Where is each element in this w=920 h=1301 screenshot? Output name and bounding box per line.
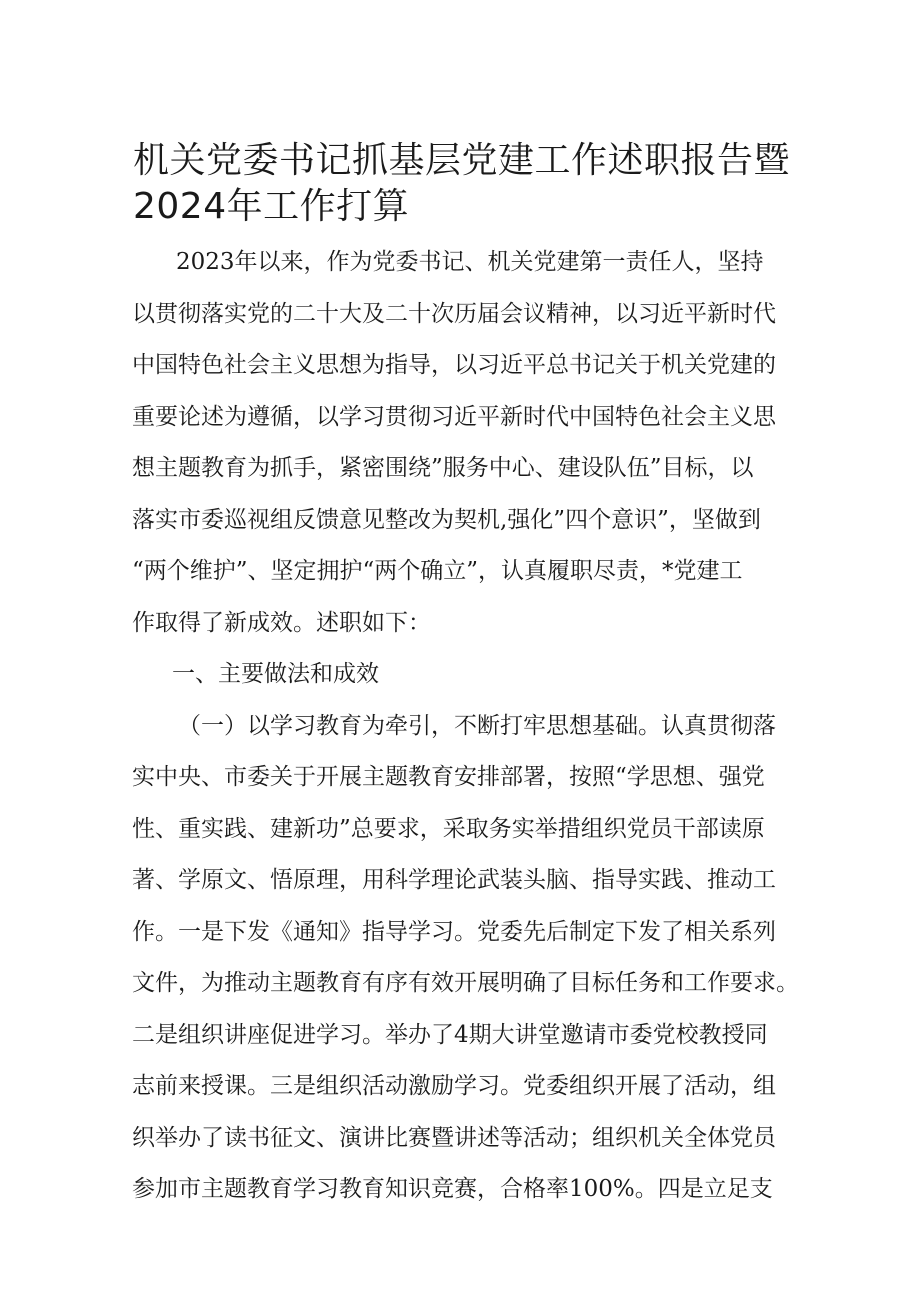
section-heading: 一、主要做法和成效 [172, 661, 379, 687]
paragraph-line: 志前来授课。三是组织活动激励学习。党委组织开展了活动，组 [132, 1073, 776, 1099]
paragraph-line: 以贯彻落实党的二十大及二十次历届会议精神，以习近平新时代 [132, 300, 776, 327]
paragraph-line: 中国特色社会主义思想为指导，以习近平总书记关于机关党建的 [132, 352, 776, 378]
paragraph-line: 性、重实践、建新功”总要求，采取务实举措组织党员干部读原 [132, 815, 765, 842]
paragraph-line: 想主题教育为抓手，紧密围绕”服务中心、建设队伍”目标，以 [132, 455, 754, 481]
title-line-1: 机关党委书记抓基层党建工作述职报告暨 [133, 140, 791, 181]
paragraph-line: 2023年以来，作为党委书记、机关党建第一责任人，坚持 [176, 249, 764, 275]
title-line-2: 2024年工作打算 [133, 186, 410, 227]
paragraph-line: 作取得了新成效。述职如下： [132, 609, 431, 636]
paragraph-line: 落实市委巡视组反馈意见整改为契机,强化”四个意识”，坚做到 [132, 506, 761, 533]
document-title [133, 138, 813, 230]
paragraph-line: 参加市主题教育学习教育知识竞赛，合格率100%。四是立足支 [132, 1176, 773, 1202]
paragraph-line: 文件，为推动主题教育有序有效开展明确了目标任务和工作要求。 [132, 970, 799, 996]
paragraph-line: 二是组织讲座促进学习。举办了4期大讲堂邀请市委党校教授同 [132, 1021, 768, 1048]
paragraph-line: 实中央、市委关于开展主题教育安排部署，按照“学思想、强党 [132, 764, 765, 790]
paragraph-line: 著、学原文、悟原理，用科学理论武装头脑、指导实践、推动工 [132, 867, 776, 893]
paragraph-line: 作。一是下发《通知》指导学习。党委先后制定下发了相关系列 [132, 918, 776, 945]
document-body [132, 247, 799, 1226]
paragraph-line: 织举办了读书征文、演讲比赛暨讲述等活动；组织机关全体党员 [132, 1124, 776, 1151]
paragraph-line: （一）以学习教育为牵引，不断打牢思想基础。认真贯彻落 [178, 712, 776, 739]
paragraph-line: “两个维护”、坚定拥护“两个确立”，认真履职尽责，*党建工 [132, 558, 743, 584]
paragraph-line: 重要论述为遵循，以学习贯彻习近平新时代中国特色社会主义思 [132, 403, 776, 430]
